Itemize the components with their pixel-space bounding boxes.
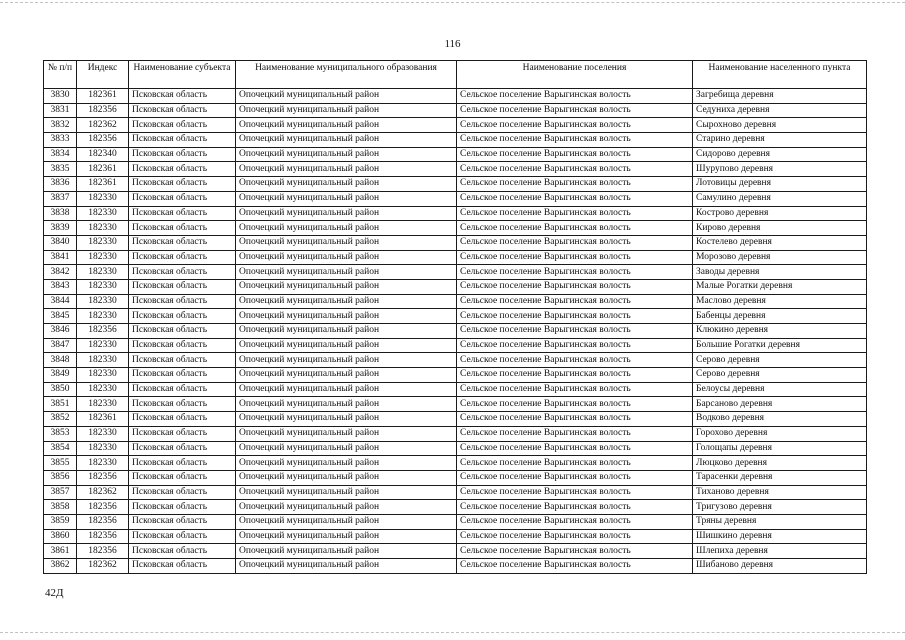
cell-settlement: Сельское поселение Варыгинская волость [457, 470, 693, 485]
cell-index: 182356 [77, 324, 129, 339]
cell-index: 182330 [77, 368, 129, 383]
cell-index: 182356 [77, 133, 129, 148]
cell-number: 3841 [44, 250, 77, 265]
cell-index: 182356 [77, 529, 129, 544]
cell-settlement: Сельское поселение Варыгинская волость [457, 485, 693, 500]
cell-settlement: Сельское поселение Варыгинская волость [457, 382, 693, 397]
cell-municipality: Опочецкий муниципальный район [236, 294, 457, 309]
cell-settlement: Сельское поселение Варыгинская волость [457, 368, 693, 383]
table-row [44, 485, 867, 500]
cell-settlement: Сельское поселение Варыгинская волость [457, 191, 693, 206]
cell-index: 182356 [77, 544, 129, 559]
cell-subject: Псковская область [129, 397, 236, 412]
cell-locality: Маслово деревня [693, 294, 867, 309]
table-row [44, 397, 867, 412]
cell-number: 3839 [44, 221, 77, 236]
cell-municipality: Опочецкий муниципальный район [236, 221, 457, 236]
cell-number: 3858 [44, 500, 77, 515]
cell-settlement: Сельское поселение Варыгинская волость [457, 103, 693, 118]
cell-locality: Старино деревня [693, 133, 867, 148]
cell-locality: Клюкино деревня [693, 324, 867, 339]
cell-number: 3836 [44, 177, 77, 192]
cell-number: 3847 [44, 338, 77, 353]
cell-index: 182330 [77, 265, 129, 280]
cell-locality: Сидорово деревня [693, 147, 867, 162]
cell-subject: Псковская область [129, 162, 236, 177]
cell-number: 3832 [44, 118, 77, 133]
cell-locality: Голощапы деревня [693, 441, 867, 456]
cell-settlement: Сельское поселение Варыгинская волость [457, 235, 693, 250]
cell-settlement: Сельское поселение Варыгинская волость [457, 397, 693, 412]
table-row [44, 368, 867, 383]
cell-subject: Псковская область [129, 324, 236, 339]
cell-subject: Псковская область [129, 294, 236, 309]
table-header-row [44, 61, 867, 89]
table-row [44, 412, 867, 427]
cell-index: 182340 [77, 147, 129, 162]
cell-subject: Псковская область [129, 191, 236, 206]
header-municipality: Наименование муниципального образования [236, 61, 457, 89]
table-row [44, 191, 867, 206]
cell-locality: Седуниха деревня [693, 103, 867, 118]
cell-settlement: Сельское поселение Варыгинская волость [457, 559, 693, 574]
cell-municipality: Опочецкий муниципальный район [236, 191, 457, 206]
cell-locality: Костелево деревня [693, 235, 867, 250]
cell-locality: Самулино деревня [693, 191, 867, 206]
cell-index: 182330 [77, 309, 129, 324]
table-row [44, 103, 867, 118]
table-row [44, 265, 867, 280]
cell-municipality: Опочецкий муниципальный район [236, 250, 457, 265]
cell-settlement: Сельское поселение Варыгинская волость [457, 456, 693, 471]
cell-locality: Шурупово деревня [693, 162, 867, 177]
cell-locality: Кострово деревня [693, 206, 867, 221]
cell-index: 182361 [77, 412, 129, 427]
cell-locality: Заводы деревня [693, 265, 867, 280]
cell-index: 182330 [77, 353, 129, 368]
cell-locality: Шлепиха деревня [693, 544, 867, 559]
cell-subject: Псковская область [129, 441, 236, 456]
cell-subject: Псковская область [129, 235, 236, 250]
cell-locality: Большие Рогатки деревня [693, 338, 867, 353]
cell-municipality: Опочецкий муниципальный район [236, 265, 457, 280]
cell-number: 3840 [44, 235, 77, 250]
cell-number: 3859 [44, 514, 77, 529]
table-row [44, 470, 867, 485]
cell-number: 3862 [44, 559, 77, 574]
cell-municipality: Опочецкий муниципальный район [236, 470, 457, 485]
cell-index: 182356 [77, 500, 129, 515]
table-row [44, 441, 867, 456]
cell-subject: Псковская область [129, 412, 236, 427]
cell-index: 182362 [77, 559, 129, 574]
cell-subject: Псковская область [129, 89, 236, 104]
cell-locality: Бабенцы деревня [693, 309, 867, 324]
cell-number: 3851 [44, 397, 77, 412]
cell-index: 182330 [77, 250, 129, 265]
cell-number: 3845 [44, 309, 77, 324]
cell-municipality: Опочецкий муниципальный район [236, 309, 457, 324]
table-row [44, 529, 867, 544]
cell-municipality: Опочецкий муниципальный район [236, 412, 457, 427]
cell-settlement: Сельское поселение Варыгинская волость [457, 147, 693, 162]
table-row [44, 147, 867, 162]
cell-index: 182330 [77, 206, 129, 221]
cell-settlement: Сельское поселение Варыгинская волость [457, 514, 693, 529]
cell-subject: Псковская область [129, 456, 236, 471]
cell-number: 3830 [44, 89, 77, 104]
cell-municipality: Опочецкий муниципальный район [236, 441, 457, 456]
page-number: 116 [444, 38, 461, 50]
cell-number: 3834 [44, 147, 77, 162]
cell-index: 182356 [77, 514, 129, 529]
cell-settlement: Сельское поселение Варыгинская волость [457, 500, 693, 515]
cell-settlement: Сельское поселение Варыгинская волость [457, 250, 693, 265]
cell-subject: Псковская область [129, 470, 236, 485]
cell-number: 3852 [44, 412, 77, 427]
table-row [44, 456, 867, 471]
cell-subject: Псковская область [129, 368, 236, 383]
cell-index: 182362 [77, 118, 129, 133]
table-row [44, 206, 867, 221]
table-row [44, 89, 867, 104]
table-row [44, 309, 867, 324]
cell-subject: Псковская область [129, 250, 236, 265]
cell-municipality: Опочецкий муниципальный район [236, 544, 457, 559]
cell-municipality: Опочецкий муниципальный район [236, 118, 457, 133]
cell-settlement: Сельское поселение Варыгинская волость [457, 265, 693, 280]
scan-edge-top [0, 2, 905, 4]
cell-settlement: Сельское поселение Варыгинская волость [457, 441, 693, 456]
cell-number: 3846 [44, 324, 77, 339]
cell-index: 182330 [77, 441, 129, 456]
table-row [44, 162, 867, 177]
cell-settlement: Сельское поселение Варыгинская волость [457, 279, 693, 294]
cell-index: 182330 [77, 191, 129, 206]
cell-settlement: Сельское поселение Варыгинская волость [457, 177, 693, 192]
cell-settlement: Сельское поселение Варыгинская волость [457, 206, 693, 221]
table-row [44, 500, 867, 515]
cell-settlement: Сельское поселение Варыгинская волость [457, 118, 693, 133]
cell-municipality: Опочецкий муниципальный район [236, 89, 457, 104]
cell-number: 3844 [44, 294, 77, 309]
cell-municipality: Опочецкий муниципальный район [236, 235, 457, 250]
cell-locality: Серово деревня [693, 353, 867, 368]
cell-municipality: Опочецкий муниципальный район [236, 397, 457, 412]
cell-subject: Псковская область [129, 147, 236, 162]
header-settlement: Наименование поселения [457, 61, 693, 89]
cell-locality: Белоусы деревня [693, 382, 867, 397]
table-row [44, 250, 867, 265]
cell-index: 182361 [77, 162, 129, 177]
cell-number: 3838 [44, 206, 77, 221]
cell-index: 182330 [77, 338, 129, 353]
cell-locality: Кирово деревня [693, 221, 867, 236]
cell-settlement: Сельское поселение Варыгинская волость [457, 324, 693, 339]
cell-municipality: Опочецкий муниципальный район [236, 133, 457, 148]
cell-subject: Псковская область [129, 529, 236, 544]
cell-number: 3854 [44, 441, 77, 456]
header-locality: Наименование населенного пункта [693, 61, 867, 89]
cell-settlement: Сельское поселение Варыгинская волость [457, 133, 693, 148]
header-number: № п/п [44, 61, 77, 89]
cell-subject: Псковская область [129, 133, 236, 148]
cell-subject: Псковская область [129, 485, 236, 500]
table-row [44, 382, 867, 397]
cell-index: 182330 [77, 294, 129, 309]
cell-index: 182330 [77, 397, 129, 412]
cell-index: 182330 [77, 221, 129, 236]
cell-subject: Псковская область [129, 353, 236, 368]
table-row [44, 514, 867, 529]
cell-municipality: Опочецкий муниципальный район [236, 485, 457, 500]
cell-number: 3861 [44, 544, 77, 559]
cell-municipality: Опочецкий муниципальный район [236, 368, 457, 383]
cell-index: 182330 [77, 235, 129, 250]
table-row [44, 279, 867, 294]
cell-subject: Псковская область [129, 426, 236, 441]
scan-edge-bottom [0, 632, 905, 634]
cell-locality: Малые Рогатки деревня [693, 279, 867, 294]
table-row [44, 544, 867, 559]
cell-index: 182330 [77, 426, 129, 441]
cell-subject: Псковская область [129, 206, 236, 221]
cell-index: 182361 [77, 89, 129, 104]
cell-number: 3848 [44, 353, 77, 368]
cell-municipality: Опочецкий муниципальный район [236, 279, 457, 294]
cell-locality: Люцково деревня [693, 456, 867, 471]
cell-municipality: Опочецкий муниципальный район [236, 147, 457, 162]
cell-subject: Псковская область [129, 103, 236, 118]
cell-settlement: Сельское поселение Варыгинская волость [457, 338, 693, 353]
cell-locality: Тарасенки деревня [693, 470, 867, 485]
footer-mark: 42Д [45, 587, 64, 599]
cell-settlement: Сельское поселение Варыгинская волость [457, 309, 693, 324]
cell-locality: Тиханово деревня [693, 485, 867, 500]
cell-settlement: Сельское поселение Варыгинская волость [457, 221, 693, 236]
cell-locality: Лотовицы деревня [693, 177, 867, 192]
cell-municipality: Опочецкий муниципальный район [236, 500, 457, 515]
cell-municipality: Опочецкий муниципальный район [236, 382, 457, 397]
cell-locality: Серово деревня [693, 368, 867, 383]
cell-number: 3855 [44, 456, 77, 471]
cell-index: 182361 [77, 177, 129, 192]
cell-number: 3831 [44, 103, 77, 118]
cell-index: 182356 [77, 470, 129, 485]
table-row [44, 177, 867, 192]
cell-subject: Псковская область [129, 221, 236, 236]
cell-subject: Псковская область [129, 544, 236, 559]
header-subject: Наименование субъекта [129, 61, 236, 89]
cell-municipality: Опочецкий муниципальный район [236, 456, 457, 471]
cell-settlement: Сельское поселение Варыгинская волость [457, 426, 693, 441]
cell-municipality: Опочецкий муниципальный район [236, 529, 457, 544]
cell-index: 182362 [77, 485, 129, 500]
cell-number: 3849 [44, 368, 77, 383]
cell-municipality: Опочецкий муниципальный район [236, 162, 457, 177]
cell-subject: Псковская область [129, 279, 236, 294]
cell-index: 182330 [77, 382, 129, 397]
table-row [44, 235, 867, 250]
cell-municipality: Опочецкий муниципальный район [236, 177, 457, 192]
cell-subject: Псковская область [129, 514, 236, 529]
cell-number: 3835 [44, 162, 77, 177]
cell-number: 3833 [44, 133, 77, 148]
cell-index: 182330 [77, 456, 129, 471]
cell-settlement: Сельское поселение Варыгинская волость [457, 294, 693, 309]
cell-subject: Псковская область [129, 500, 236, 515]
cell-locality: Горохово деревня [693, 426, 867, 441]
table-row [44, 338, 867, 353]
cell-municipality: Опочецкий муниципальный район [236, 324, 457, 339]
cell-locality: Морозово деревня [693, 250, 867, 265]
cell-settlement: Сельское поселение Варыгинская волость [457, 544, 693, 559]
table-row [44, 353, 867, 368]
cell-municipality: Опочецкий муниципальный район [236, 206, 457, 221]
cell-settlement: Сельское поселение Варыгинская волость [457, 353, 693, 368]
cell-number: 3857 [44, 485, 77, 500]
table-row [44, 294, 867, 309]
cell-subject: Псковская область [129, 118, 236, 133]
cell-municipality: Опочецкий муниципальный район [236, 426, 457, 441]
cell-number: 3853 [44, 426, 77, 441]
cell-subject: Псковская область [129, 338, 236, 353]
cell-settlement: Сельское поселение Варыгинская волость [457, 162, 693, 177]
cell-number: 3856 [44, 470, 77, 485]
cell-municipality: Опочецкий муниципальный район [236, 353, 457, 368]
cell-locality: Тряны деревня [693, 514, 867, 529]
cell-subject: Псковская область [129, 177, 236, 192]
table-row [44, 118, 867, 133]
cell-number: 3843 [44, 279, 77, 294]
table-row [44, 221, 867, 236]
table-row [44, 324, 867, 339]
table-row [44, 559, 867, 574]
cell-index: 182356 [77, 103, 129, 118]
cell-locality: Загребища деревня [693, 89, 867, 104]
cell-locality: Водково деревня [693, 412, 867, 427]
cell-settlement: Сельское поселение Варыгинская волость [457, 412, 693, 427]
cell-number: 3860 [44, 529, 77, 544]
cell-subject: Псковская область [129, 559, 236, 574]
cell-settlement: Сельское поселение Варыгинская волость [457, 89, 693, 104]
table-row [44, 133, 867, 148]
cell-settlement: Сельское поселение Варыгинская волость [457, 529, 693, 544]
cell-municipality: Опочецкий муниципальный район [236, 559, 457, 574]
cell-locality: Тригузово деревня [693, 500, 867, 515]
table-body [44, 89, 867, 574]
cell-number: 3850 [44, 382, 77, 397]
cell-municipality: Опочецкий муниципальный район [236, 514, 457, 529]
cell-number: 3837 [44, 191, 77, 206]
cell-locality: Барсаново деревня [693, 397, 867, 412]
table-row [44, 426, 867, 441]
cell-municipality: Опочецкий муниципальный район [236, 103, 457, 118]
cell-locality: Шишкино деревня [693, 529, 867, 544]
header-index: Индекс [77, 61, 129, 89]
cell-locality: Шибаново деревня [693, 559, 867, 574]
cell-subject: Псковская область [129, 265, 236, 280]
cell-locality: Сырохново деревня [693, 118, 867, 133]
cell-number: 3842 [44, 265, 77, 280]
cell-municipality: Опочецкий муниципальный район [236, 338, 457, 353]
settlements-table [43, 60, 867, 574]
cell-index: 182330 [77, 279, 129, 294]
cell-subject: Псковская область [129, 309, 236, 324]
cell-subject: Псковская область [129, 382, 236, 397]
